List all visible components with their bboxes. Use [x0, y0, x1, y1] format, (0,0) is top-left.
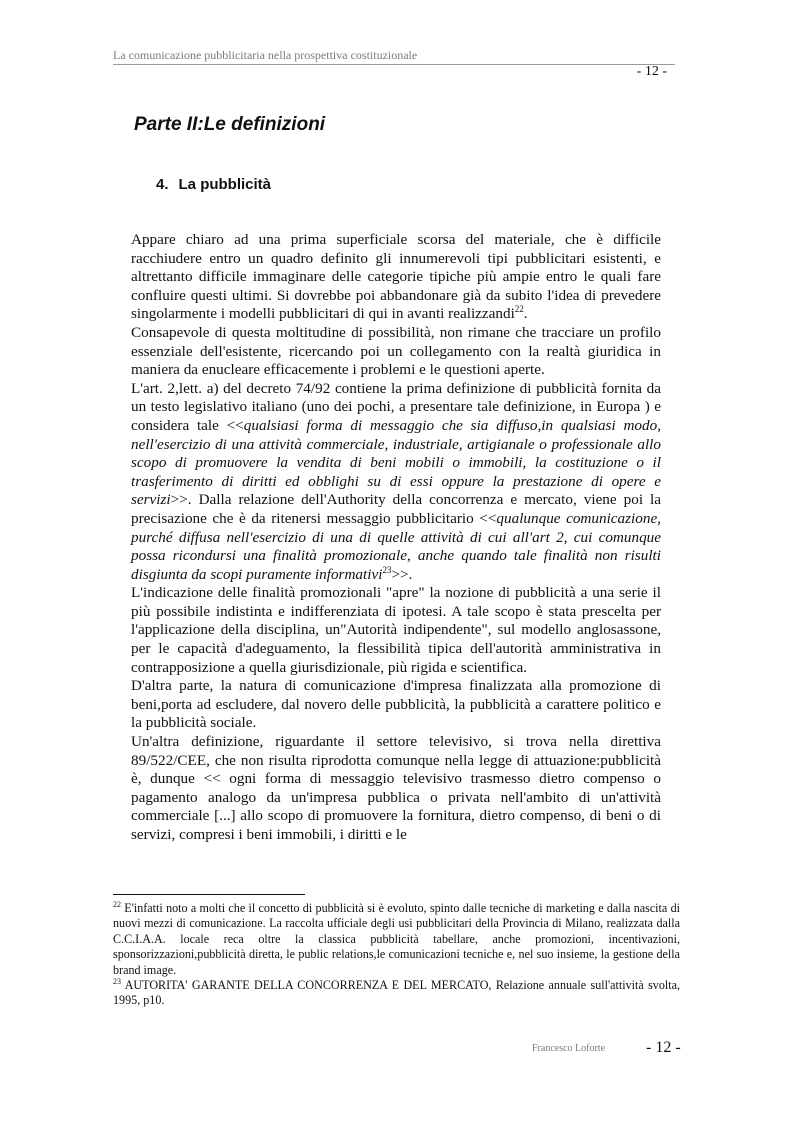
section-title: La pubblicità	[178, 176, 272, 193]
section-heading	[156, 176, 271, 193]
paragraph: Un'altra definizione, riguardante il settore televisivo, si trova nella direttiva 89/522/CEE, che non risulta riprodotta comunque nella legge di attuazione:pubblicità è, dunque << ogni forma di messaggio televisivo trasmesso dietro compenso o pagamento analogo da un'impresa pubblica o privata nell'ambito di un'attività commerciale [...] allo scopo di promuovere la fornitura, dietro compenso, di beni o di servizi, compresi i beni immobili, i diritti e le	[131, 733, 661, 843]
footnote-ref[interactable]: 23	[382, 564, 392, 575]
header-page-number: - 12 -	[636, 64, 667, 79]
paragraph-text: .	[523, 305, 528, 323]
footnote-number: 23	[113, 977, 121, 987]
footer-author: Francesco Loforte	[532, 1043, 606, 1054]
paragraph: Consapevole di questa moltitudine di possibilità, non rimane che tracciare un profilo essenziale dell'esistente, ricercando poi un collegamento con la realtà giuridica in maniera da enucleare efficacemente i problemi e le questioni aperte.	[131, 323, 661, 379]
quoted-definition: qualunque comunicazione, purché diffusa nell'esercizio di una di quelle attività di cui all'art 2, cui comunque possa ricondursi una finalità promozionale, anche quando tale finalità non risulti disgiunta da scopi puramente informativi	[131, 509, 661, 583]
body-text	[131, 231, 661, 845]
paragraph-text: >>. Dalla relazione dell'Authority della concorrenza e mercato, viene poi la precisazione che è da ritenersi messaggio pubblicitario <<	[131, 491, 661, 527]
part-title: Parte II:Le definizioni	[134, 114, 326, 135]
paragraph: D'altra parte, la natura di comunicazione d'impresa finalizzata alla promozione di beni,porta ad escludere, dal novero delle pubblicità, la pubblicità a carattere politico e la pubblicità sociale.	[131, 677, 661, 732]
footnote-divider	[113, 894, 305, 895]
footnote-ref[interactable]: 22	[514, 304, 524, 315]
running-header-title: La comunicazione pubblicitaria nella prospettiva costituzionale	[113, 48, 418, 62]
paragraph	[131, 231, 661, 324]
footnote	[113, 978, 680, 1009]
footnote-text: E'infatti noto a molti che il concetto di pubblicità si è evoluto, spinto dalle tecniche di marketing e dalla nascita di nuovi mezzi di comunicazione. La raccolta ufficiale degli usi pubblicitari della Provincia di Milano, realizzata dalla C.C.I.A.A. locale reca oltre la classica pubblicità tabellare, anche promozioni, incentivazioni, sponsorizzazioni,pubblicità diretta, le public relations,le comunicazioni tecniche e, nel suo insieme, la gestione della brand image.	[113, 901, 680, 977]
quoted-definition: qualsiasi forma di messaggio che sia diffuso,in qualsiasi modo, nell'esercizio di una attività commerciale, industriale, artigianale o professionale allo scopo di promuovere la vendita di beni mobili o immobili, la costituzione o il trasferimento di diritti ed obblighi su di essi oppure la prestazione di opere e servizi	[131, 416, 661, 509]
section-number: 4.	[156, 176, 169, 193]
paragraph-text: >>.	[391, 565, 413, 583]
footnote-text: AUTORITA' GARANTE DELLA CONCORRENZA E DEL MERCATO, Relazione annuale sull'attività svolta, 1995, p10.	[113, 978, 680, 1008]
footnote-number: 22	[113, 900, 121, 909]
paragraph-text: L'art. 2,lett. a) del decreto 74/92 contiene la prima definizione di pubblicità fornita da un testo legislativo italiano (uno dei pochi, a presentare tale definizione, in Europa ) e considera tale <<	[131, 379, 661, 434]
footer-page-number: - 12 -	[646, 1039, 681, 1056]
footnote	[113, 901, 680, 978]
header-divider	[113, 64, 675, 65]
paragraph: L'indicazione delle finalità promozionali "apre" la nozione di pubblicità a una serie il più possibile indistinta e indifferenziata di ipotesi. A tale scopo è stata prescelta per l'applicazione della disciplina, un"Autorità indipendente", sul modello anglosassone, per le capacità d'adeguamento, la flessibilità tipica dell'autorità amministrativa in contrapposizione a quella giurisdizionale, più rigida e scientifica.	[131, 584, 661, 676]
footnotes	[113, 901, 680, 1009]
paragraph-text: Appare chiaro ad una prima superficiale scorsa del materiale, che è difficile racchiudere entro un quadro definito gli innumerevoli tipi pubblicitari esistenti, e altrettanto difficile immaginare delle categorie tipiche più ampie entro le quali fare confluire questi ultimi. Si dovrebbe poi abbandonare già da subito l'idea di prevedere singolarmente i modelli pubblicitari di qui in avanti realizzandi	[131, 231, 661, 323]
paragraph	[131, 380, 661, 585]
